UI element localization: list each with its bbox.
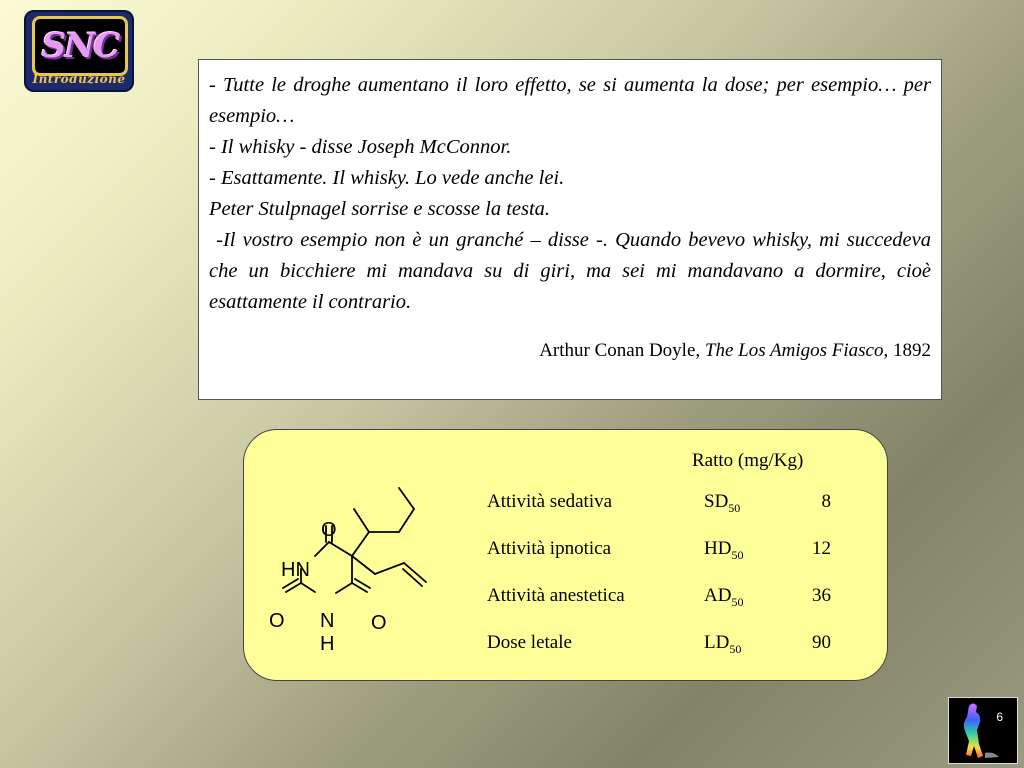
citation-title: The Los Amigos Fiasco: [704, 340, 884, 361]
row-label: Attività sedativa: [487, 491, 613, 512]
citation-year: , 1892: [883, 340, 931, 361]
snc-logo: [24, 10, 134, 92]
table-row: [487, 538, 867, 568]
molecule-structure: [264, 480, 464, 660]
atom-oxygen-top: O: [321, 519, 337, 541]
logo-subtitle: Introduzione: [32, 72, 126, 86]
quote-line: Peter Stulpnagel sorrise e scosse la testa.: [209, 198, 551, 220]
logo-emblem: [32, 16, 128, 76]
quote-box: [198, 59, 942, 400]
quote-line: - Il whisky - disse Joseph McConnor.: [209, 136, 512, 158]
row-label: Dose letale: [487, 632, 572, 653]
quote-line: - Tutte le droghe aumentano il loro effetto, se si aumenta la dose; per esempio… per esempio…: [209, 74, 931, 127]
row-label: Attività ipnotica: [487, 538, 612, 559]
citation: [209, 338, 931, 364]
row-value: 12: [812, 538, 831, 559]
slide-thumbnail[interactable]: [948, 697, 1018, 764]
table-header: Ratto (mg/Kg): [692, 450, 804, 471]
row-value: 90: [812, 632, 831, 653]
row-label: Attività anestetica: [487, 585, 625, 606]
table-row: [487, 632, 867, 662]
logo-letters: SNC: [41, 26, 119, 66]
atom-nh-left: HN: [281, 559, 310, 581]
row-value: 8: [821, 491, 831, 512]
quote-line: -Il vostro esempio non è un granché – disse -. Quando bevevo whisky, mi succedeva che un bicchiere mi mandava su di giri, ma sei mi mandavano a dormire, cioè esattamente il contrario.: [209, 229, 937, 313]
row-symbol: $AD_{50}$: [704, 585, 744, 609]
data-panel: [243, 429, 888, 681]
row-symbol: $SD_{50}$: [704, 491, 741, 515]
row-symbol: $HD_{50}$: [704, 538, 744, 562]
atom-oxygen-right: O: [371, 612, 387, 634]
quote-line: - Esattamente. Il whisky. Lo vede anche lei.: [209, 167, 565, 189]
row-symbol: $LD_{50}$: [704, 632, 742, 656]
citation-author: Arthur Conan Doyle,: [539, 340, 705, 361]
atom-nitrogen-bottom: N: [320, 610, 335, 632]
atom-oxygen-left: O: [269, 610, 285, 632]
page-number: 6: [996, 710, 1003, 724]
atom-hydrogen-bottom: H: [320, 633, 335, 655]
row-value: 36: [812, 585, 831, 606]
figure-silhouette-icon: [949, 698, 1017, 763]
table-row: [487, 585, 867, 615]
table-row: [487, 491, 867, 521]
